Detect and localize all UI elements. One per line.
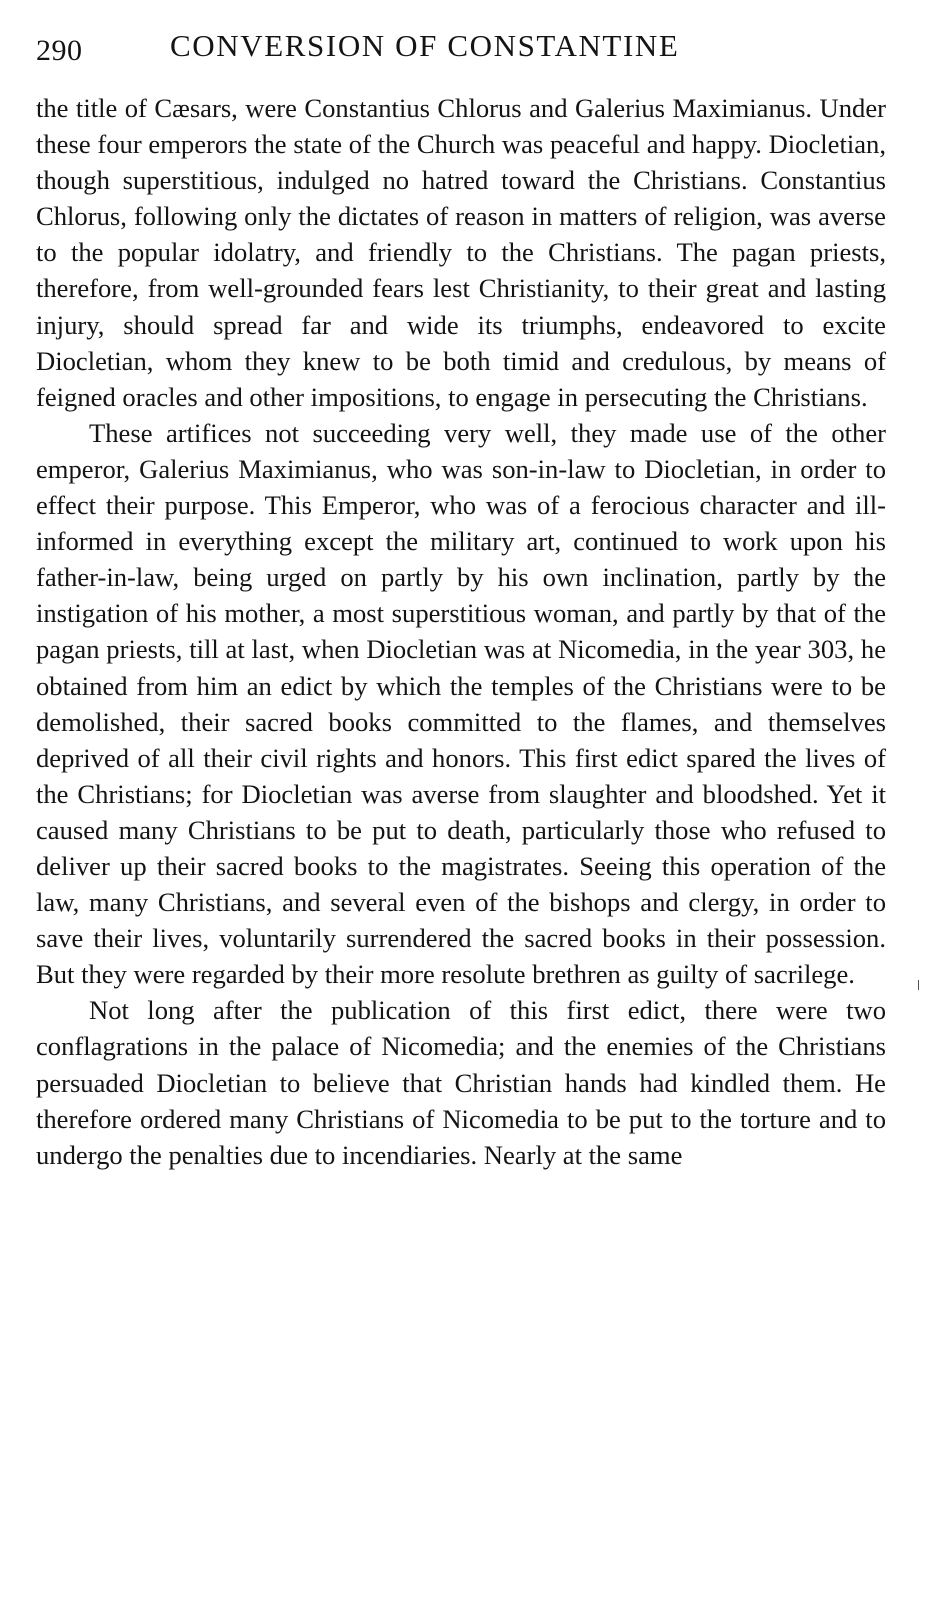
book-page	[36, 26, 886, 1606]
paragraph-3: Not long after the publication of this first edict, there were two conflagrations in the palace of Nicomedia; and the enemies of the Christians persuaded Diocletian to believe that Christian hands had kindled them. He therefore ordered many Christians of Nicomedia to be put to the torture and to undergo the penalties due to incendiaries. Nearly at the same	[36, 995, 886, 1170]
page-header	[36, 26, 886, 76]
margin-mark	[918, 980, 919, 990]
running-title: CONVERSION OF CONSTANTINE	[170, 28, 680, 63]
paragraph-2: These artifices not succeeding very well, they made use of the other emperor, Galerius Maximianus, who was son-in-law to Diocletian, in order to effect their purpose. This Emperor, who was of a ferocious character and ill-informed in everything except the military art, continued to work upon his father-in-law, being urged on partly by his own inclination, partly by the instigation of his mother, a most superstitious woman, and partly by that of the pagan priests, till at last, when Diocletian was at Nicomedia, in the year 303, he obtained from him an edict by which the temples of the Christians were to be demolished, their sacred books committed to the flames, and themselves deprived of all their civil rights and honors. This first edict spared the lives of the Christians; for Diocletian was averse from slaughter and bloodshed. Yet it caused many Christians to be put to death, particularly those who refused to deliver up their sacred books to the magistrates. Seeing this operation of the law, many Christians, and several even of the bishops and clergy, in order to save their lives, voluntarily surrendered the sacred books in their possession. But they were regarded by their more resolute brethren as guilty of sacrilege.	[36, 417, 886, 990]
body-text	[36, 90, 886, 1173]
paragraph-1: the title of Cæsars, were Constantius Chlorus and Galerius Maximianus. Under these four emperors the state of the Church was peaceful and happy. Diocletian, though superstitious, indulged no hatred toward the Christians. Constantius Chlorus, following only the dictates of reason in matters of religion, was averse to the popular idolatry, and friendly to the Christians. The pagan priests, therefore, from well-grounded fears lest Christianity, to their great and lasting injury, should spread far and wide its triumphs, endeavored to excite Diocletian, whom they knew to be both timid and credulous, by means of feigned oracles and other impositions, to engage in persecuting the Christians.	[36, 93, 886, 412]
page-number: 290	[36, 34, 83, 67]
